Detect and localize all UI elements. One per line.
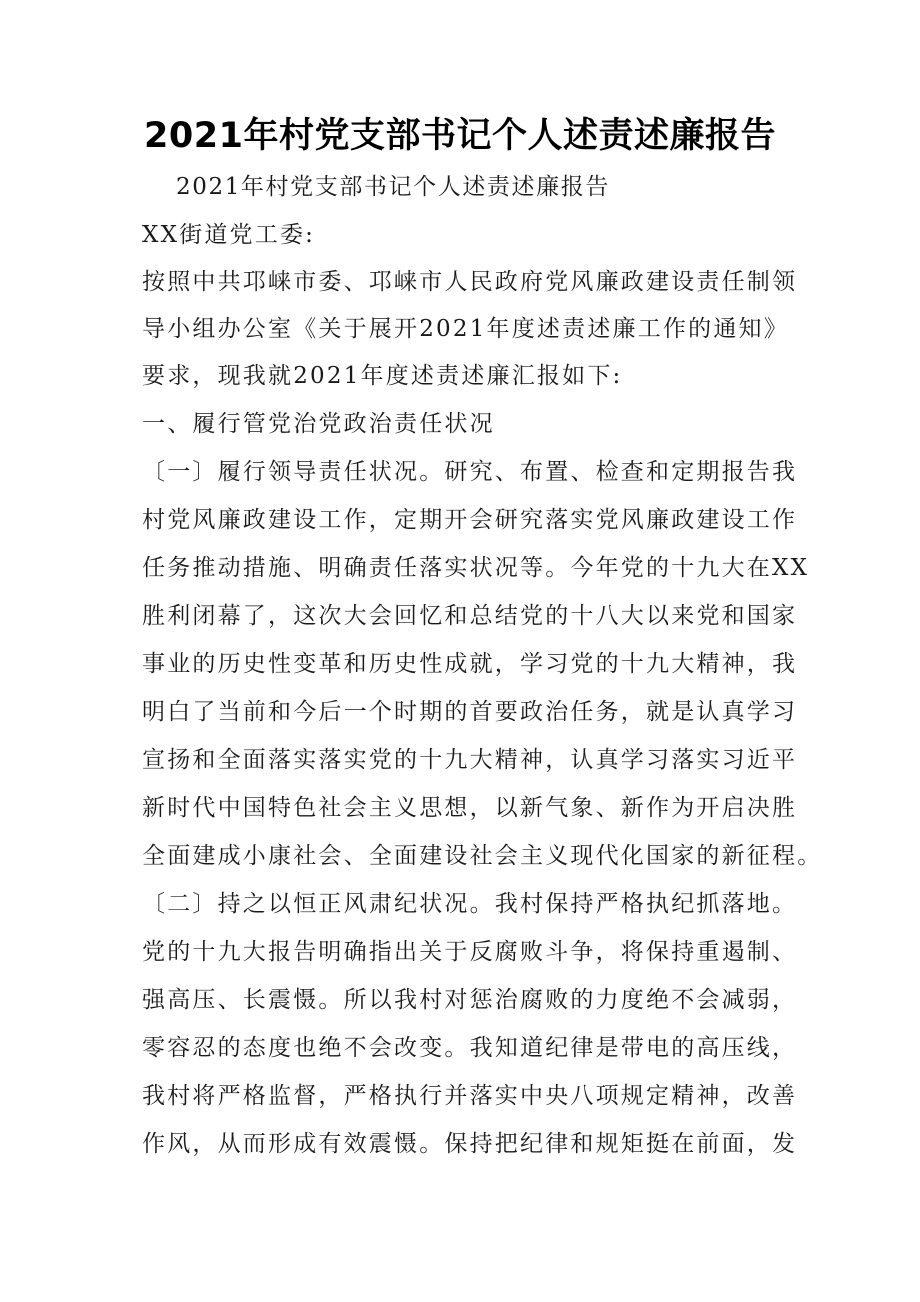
body-line: 导小组办公室《关于展开2021年度述责述廉工作的通知》 [142, 316, 789, 342]
body-line: 要求，现我就2021年度述责述廉汇报如下: [142, 363, 623, 389]
body-line: 事业的历史性变革和历史性成就，学习党的十九大精神，我 [142, 651, 798, 677]
document-subtitle: 2021年村党支部书记个人述责述廉报告 [176, 174, 610, 200]
section-heading: 一、履行管党治党政治责任状况 [142, 411, 495, 437]
body-line: 全面建成小康社会、全面建设社会主义现代化国家的新征程。 [142, 843, 823, 869]
document-title: 2021年村党支部书记个人述责述廉报告 [144, 116, 776, 156]
body-line: 〔一〕履行领导责任状况。研究、布置、检查和定期报告我 [142, 459, 798, 485]
body-line: 明白了当前和今后一个时期的首要政治任务，就是认真学习 [142, 699, 798, 725]
body-line: 任务推动措施、明确责任落实状况等。今年党的十九大在XX [142, 555, 810, 581]
body-line: 宣扬和全面落实落实党的十九大精神，认真学习落实习近平 [142, 747, 798, 773]
salutation: XX街道党工委: [142, 222, 316, 248]
body-line: 党的十九大报告明确指出关于反腐败斗争，将保持重遏制、 [142, 939, 798, 965]
body-line: 胜利闭幕了，这次大会回忆和总结党的十八大以来党和国家 [142, 603, 798, 629]
body-line: 按照中共邛崃市委、邛崃市人民政府党风廉政建设责任制领 [142, 269, 798, 295]
body-line: 零容忍的态度也绝不会改变。我知道纪律是带电的高压线， [142, 1035, 798, 1061]
body-line: 强高压、长震慑。所以我村对惩治腐败的力度绝不会减弱， [142, 987, 798, 1013]
body-line: 我村将严格监督，严格执行并落实中央八项规定精神，改善 [142, 1083, 798, 1109]
body-line: 村党风廉政建设工作，定期开会研究落实党风廉政建设工作 [142, 507, 798, 533]
body-line: 〔二〕持之以恒正风肃纪状况。我村保持严格执纪抓落地。 [142, 891, 798, 917]
body-line: 作风，从而形成有效震慑。保持把纪律和规矩挺在前面，发 [142, 1131, 798, 1157]
body-line: 新时代中国特色社会主义思想，以新气象、新作为开启决胜 [142, 795, 798, 821]
